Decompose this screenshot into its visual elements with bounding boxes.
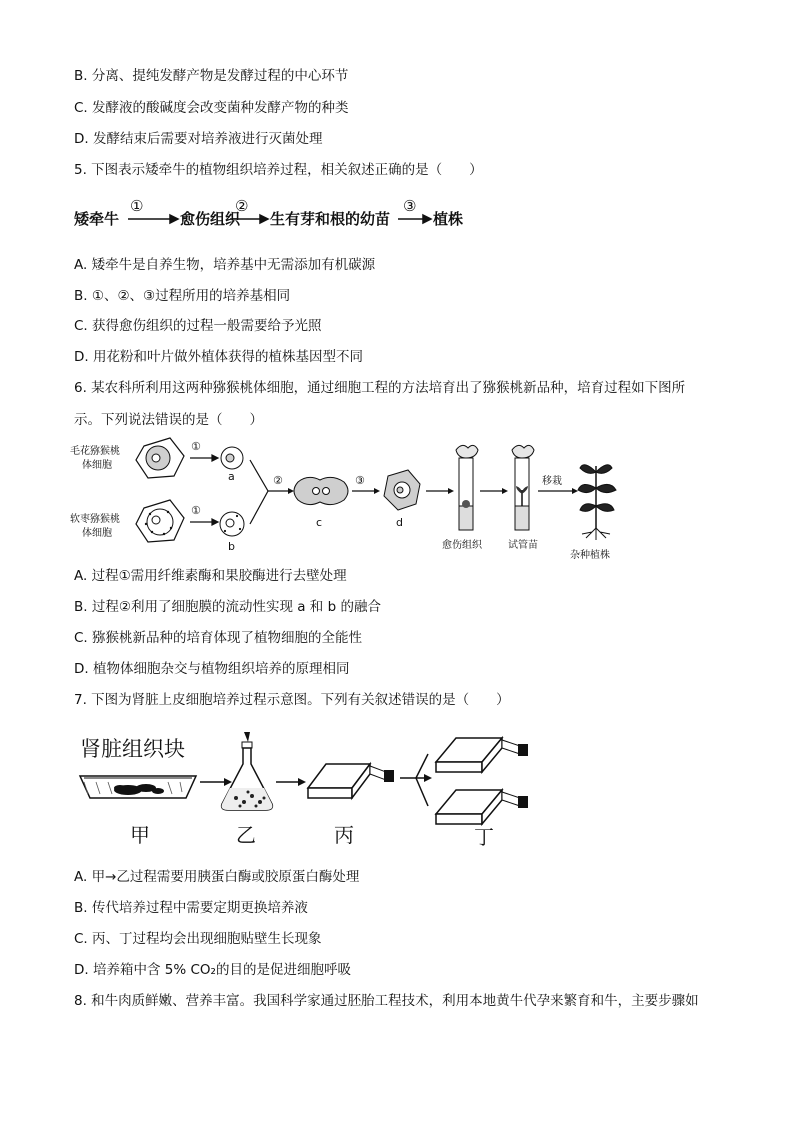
label-kidney-tissue: 肾脏组织块	[80, 737, 185, 761]
q6-option-b: B. 过程②利用了细胞膜的流动性实现 a 和 b 的融合	[74, 599, 381, 615]
label-a: a	[228, 470, 235, 483]
label-jia: 甲	[130, 823, 150, 847]
label-d: d	[396, 516, 403, 529]
cell2-label-2: 体细胞	[82, 528, 112, 539]
label-ding: 丁	[474, 825, 494, 849]
q6-stem-line2: 示。下列说法错误的是（ ）	[74, 412, 263, 428]
q7-option-b: B. 传代培养过程中需要定期更换培养液	[74, 900, 308, 916]
test-tube-seedling	[512, 445, 534, 530]
cell1-label-1: 毛花猕猴桃	[70, 446, 120, 457]
label-yi: 乙	[236, 823, 256, 847]
test-tube-callus	[456, 445, 478, 530]
label-hybrid-plant: 杂种植株	[570, 550, 610, 561]
label-bing: 丙	[334, 823, 354, 847]
step1b-label: ①	[191, 504, 201, 517]
cell2-label-1: 软枣猕猴桃	[70, 514, 120, 525]
q4-option-d: D. 发酵结束后需要对培养液进行灭菌处理	[74, 131, 323, 147]
q5-stem: 5. 下图表示矮牵牛的植物组织培养过程，相关叙述正确的是（ ）	[74, 162, 483, 178]
cell1-label-2: 体细胞	[82, 460, 112, 471]
step2-label: ②	[273, 474, 283, 487]
culture-flask-ding-bottom	[436, 790, 528, 824]
q5-flow-diagram	[70, 192, 490, 232]
label-transplant: 移栽	[542, 476, 562, 487]
q6-fusion-diagram	[70, 436, 630, 564]
step1a-label: ①	[191, 440, 201, 453]
q6-option-d: D. 植物体细胞杂交与植物组织培养的原理相同	[74, 661, 350, 677]
hybrid-plant	[578, 465, 616, 540]
flow-step-plant: 植株	[433, 210, 464, 228]
label-callus: 愈伤组织	[442, 540, 482, 551]
q7-option-c: C. 丙、丁过程均会出现细胞贴壁生长现象	[74, 931, 322, 947]
flow-step-dwarf-petunia: 矮牵牛	[74, 210, 120, 228]
step3-label: ③	[355, 474, 365, 487]
q7-stem: 7. 下图为肾脏上皮细胞培养过程示意图。下列有关叙述错误的是（ ）	[74, 692, 510, 708]
flow-step-seedling: 生有芽和根的幼苗	[270, 210, 391, 228]
label-c: c	[316, 516, 323, 529]
q4-option-c: C. 发酵液的酸碱度会改变菌种发酵产物的种类	[74, 100, 349, 116]
conical-flask-yi	[222, 732, 273, 810]
flow-num-1: ①	[130, 197, 144, 215]
q8-stem: 8. 和牛肉质鲜嫩、营养丰富。我国科学家通过胚胎工程技术，利用本地黄牛代孕来繁育和牛，主要步骤如	[74, 993, 699, 1009]
q7-culture-diagram	[76, 728, 556, 852]
q6-option-c: C. 猕猴桃新品种的培育体现了植物细胞的全能性	[74, 630, 363, 646]
q5-option-d: D. 用花粉和叶片做外植体获得的植株基因型不同	[74, 349, 363, 365]
label-seedling: 试管苗	[508, 540, 538, 551]
q4-option-b: B. 分离、提纯发酵产物是发酵过程的中心环节	[74, 68, 349, 84]
q5-option-a: A. 矮牵牛是自养生物，培养基中无需添加有机碳源	[74, 257, 376, 273]
q5-option-b: B. ①、②、③过程所用的培养基相同	[74, 288, 291, 304]
culture-dish-jia	[80, 776, 196, 798]
q7-option-a: A. 甲→乙过程需要用胰蛋白酶或胶原蛋白酶处理	[74, 869, 360, 885]
q6-option-a: A. 过程①需用纤维素酶和果胶酶进行去壁处理	[74, 568, 347, 584]
fusion-converge	[250, 460, 268, 524]
flow-num-3: ③	[403, 197, 417, 215]
flow-num-2: ②	[235, 197, 249, 215]
q5-option-c: C. 获得愈伤组织的过程一般需要给予光照	[74, 318, 322, 334]
fused-cell-c	[294, 477, 348, 504]
q6-stem-line1: 6. 某农科所利用这两种猕猴桃体细胞，通过细胞工程的方法培育出了猕猴桃新品种，培育过程如下图所	[74, 380, 686, 396]
label-b: b	[228, 540, 235, 553]
q7-option-d: D. 培养箱中含 5% CO₂的目的是促进细胞呼吸	[74, 962, 351, 978]
culture-flask-bing	[308, 764, 394, 798]
flow-step-callus: 愈伤组织	[180, 210, 241, 228]
culture-flask-ding-top	[436, 738, 528, 772]
